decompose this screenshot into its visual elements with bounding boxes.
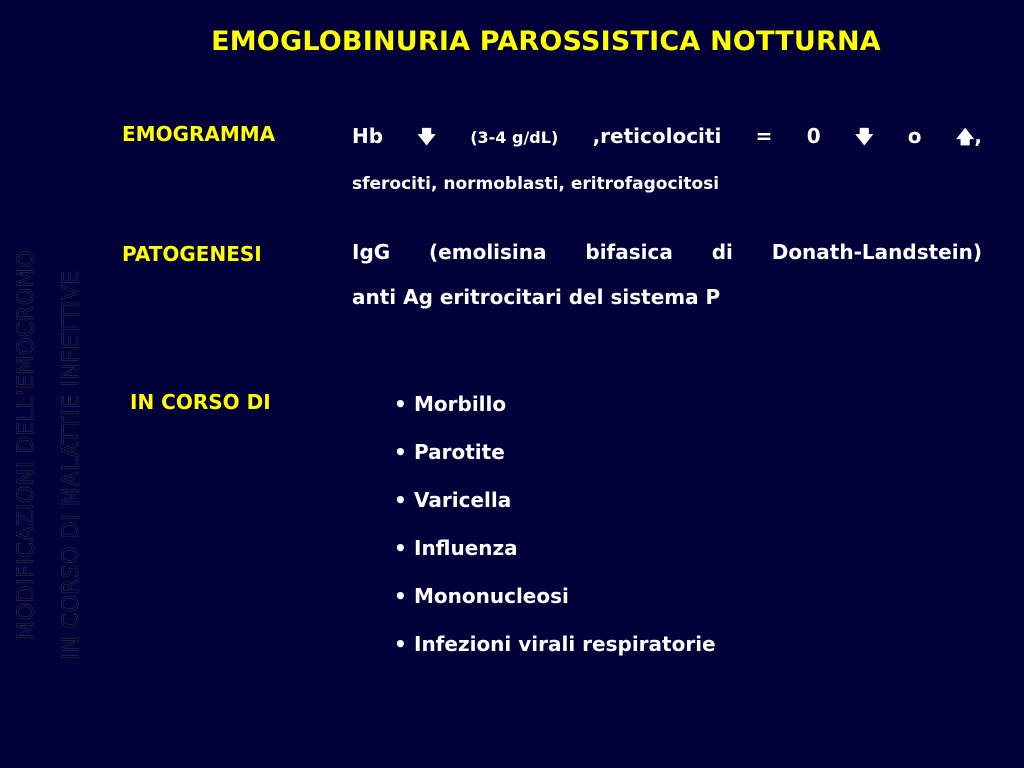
list-item (394, 582, 716, 630)
equals-sign: = (755, 124, 773, 148)
patogenesi-word: bifasica (585, 240, 673, 264)
emogramma-line-1 (352, 124, 982, 155)
side-caption-line-2: IN CORSO DI MALATTIE INFETTIVE (59, 269, 84, 660)
patogenesi-word: di (711, 240, 733, 264)
emogramma-label: EMOGRAMMA (122, 122, 276, 146)
slide-title: EMOGLOBINURIA PAROSSISTICA NOTTURNA (211, 26, 881, 57)
emogramma-line-2: sferociti, normoblasti, eritrofagocitosi (352, 174, 720, 194)
list-item (394, 390, 716, 438)
list-item-text: Influenza (414, 536, 518, 560)
patogenesi-word: Donath-Landstein) (771, 240, 982, 264)
list-item-text: Morbillo (414, 392, 507, 416)
arrow-up-group (956, 124, 982, 155)
bullet-icon: • (394, 392, 407, 416)
reticolociti-text: ,reticolociti (592, 124, 722, 148)
side-caption (0, 0, 110, 768)
bullet-icon: • (394, 440, 407, 464)
hb-text: Hb (352, 124, 384, 148)
patogenesi-word: IgG (352, 240, 391, 264)
patogenesi-line-1 (352, 240, 982, 264)
patogenesi-line-2: anti Ag eritrocitari del sistema P (352, 285, 721, 309)
list-item-text: Infezioni virali respiratorie (414, 632, 716, 656)
list-item (394, 438, 716, 486)
hb-range: (3-4 g/dL) (470, 128, 559, 147)
side-caption-line-1: MODIFICAZIONI DELL'EMOCROMO (14, 249, 39, 640)
arrow-down-icon: 🡇 (417, 127, 436, 148)
list-item (394, 534, 716, 582)
list-item-text: Mononucleosi (414, 584, 569, 608)
arrow-down-icon: 🡇 (854, 127, 874, 148)
patogenesi-word: (emolisina (429, 240, 547, 264)
or-text: o (907, 124, 922, 148)
list-item-text: Varicella (414, 488, 512, 512)
bullet-icon: • (394, 536, 407, 560)
arrow-up-icon: 🡅 (955, 127, 975, 148)
list-item-text: Parotite (414, 440, 505, 464)
list-item (394, 630, 716, 678)
bullet-icon: • (394, 584, 407, 608)
patogenesi-label: PATOGENESI (122, 242, 262, 266)
bullet-icon: • (394, 488, 407, 512)
in-corso-di-label: IN CORSO DI (130, 390, 271, 414)
zero-value: 0 (806, 124, 821, 148)
comma-text: , (974, 124, 982, 148)
infections-list (394, 390, 716, 678)
list-item (394, 486, 716, 534)
bullet-icon: • (394, 632, 407, 656)
